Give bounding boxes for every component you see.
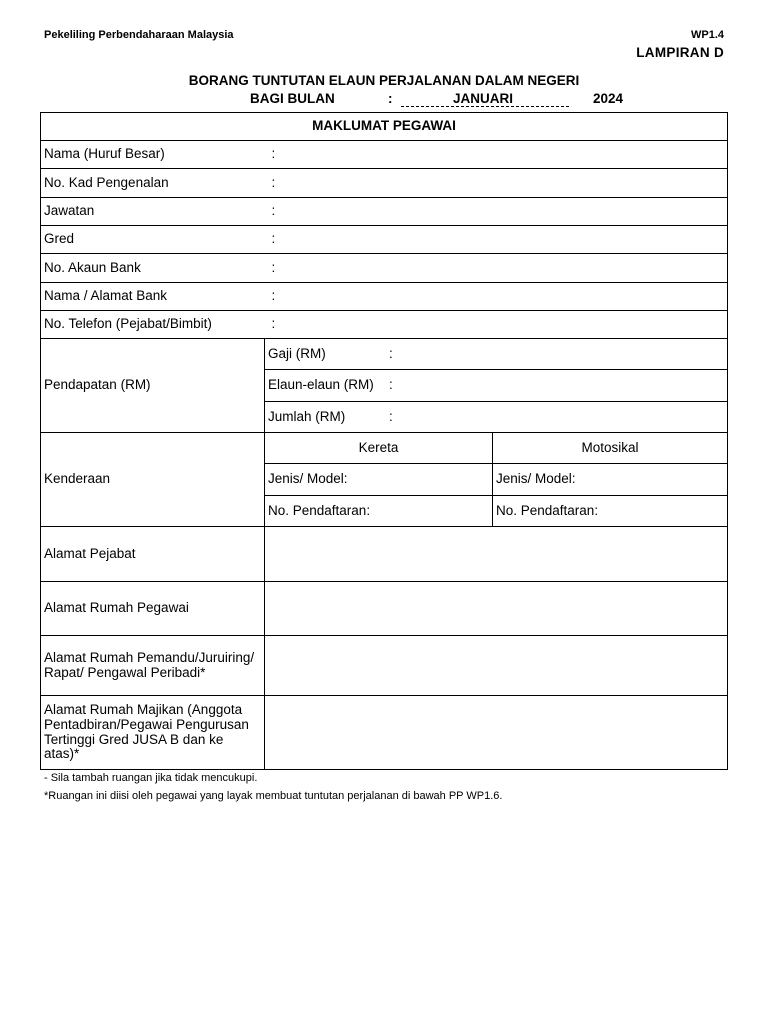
field-ic[interactable] (265, 169, 728, 198)
label-alamat-majikan: Alamat Rumah Majikan (Anggota Pentadbiran/Pegawai Pengurusan Tertinggi Gred JUSA B dan ke atas)* (41, 696, 265, 770)
field-gaji[interactable] (265, 339, 728, 370)
field-jumlah[interactable] (265, 402, 728, 433)
label-pendapatan: Pendapatan (RM) (41, 339, 265, 433)
header-motosikal: Motosikal (493, 433, 728, 464)
field-elaun[interactable] (265, 370, 728, 402)
label-gred: Gred (41, 226, 265, 254)
label-jumlah: Jumlah (RM) (268, 408, 346, 424)
field-akaun[interactable] (265, 254, 728, 283)
field-nama[interactable] (265, 141, 728, 169)
colon: : (271, 203, 276, 219)
field-gred[interactable] (265, 226, 728, 254)
note-add-space: - Sila tambah ruangan jika tidak mencukupi. (44, 772, 258, 784)
month-underline (401, 106, 569, 107)
label-alamat-pejabat: Alamat Pejabat (41, 527, 265, 582)
label-alamat-pemandu: Alamat Rumah Pemandu/Juruiring/ Rapat/ Pengawal Peribadi* (41, 636, 265, 696)
colon: : (271, 231, 276, 247)
year-value: 2024 (593, 91, 624, 106)
row-bank[interactable] (41, 283, 728, 311)
field-jawatan[interactable] (265, 198, 728, 226)
label-gaji: Gaji (RM) (268, 345, 326, 361)
row-nama[interactable] (41, 141, 728, 169)
field-kereta-no-daftar[interactable]: No. Pendaftaran: (265, 496, 493, 527)
row-akaun[interactable] (41, 254, 728, 283)
form-code: WP1.4 (690, 29, 724, 41)
month-value[interactable]: JANUARI (453, 91, 514, 106)
header-kereta: Kereta (265, 433, 493, 464)
label-nama: Nama (Huruf Besar) (41, 141, 265, 169)
row-gred[interactable] (41, 226, 728, 254)
field-motosikal-no-daftar[interactable]: No. Pendaftaran: (493, 496, 728, 527)
colon: : (271, 259, 276, 275)
form-title: BORANG TUNTUTAN ELAUN PERJALANAN DALAM NEGERI (188, 73, 580, 88)
row-telefon[interactable] (41, 311, 728, 339)
section-title: MAKLUMAT PEGAWAI (41, 113, 728, 141)
row-jawatan[interactable] (41, 198, 728, 226)
label-telefon: No. Telefon (Pejabat/Bimbit) (41, 311, 265, 339)
colon: : (389, 408, 393, 424)
label-ic: No. Kad Pengenalan (41, 169, 265, 198)
appendix-label: LAMPIRAN D (636, 45, 724, 60)
row-ic[interactable] (41, 169, 728, 198)
field-telefon[interactable] (265, 311, 728, 339)
field-alamat-pejabat[interactable] (265, 527, 728, 582)
label-elaun: Elaun-elaun (RM) (268, 377, 374, 393)
field-kereta-jenis[interactable]: Jenis/ Model: (265, 464, 493, 496)
field-alamat-rumah[interactable] (265, 582, 728, 636)
month-colon: : (388, 91, 393, 106)
colon: : (271, 316, 276, 332)
officer-info-table (40, 112, 728, 770)
colon: : (389, 377, 393, 393)
field-alamat-majikan[interactable] (265, 696, 728, 770)
label-jawatan: Jawatan (41, 198, 265, 226)
label-kenderaan: Kenderaan (41, 433, 265, 527)
field-bank[interactable] (265, 283, 728, 311)
note-eligibility: *Ruangan ini diisi oleh pegawai yang layak membuat tuntutan perjalanan di bawah PP WP1.6. (44, 790, 503, 802)
circular-name: Pekeliling Perbendaharaan Malaysia (44, 29, 234, 41)
month-label: BAGI BULAN (250, 91, 335, 106)
field-alamat-pemandu[interactable] (265, 636, 728, 696)
field-motosikal-jenis[interactable]: Jenis/ Model: (493, 464, 728, 496)
label-akaun: No. Akaun Bank (41, 254, 265, 283)
colon: : (389, 345, 393, 361)
colon: : (271, 146, 276, 162)
colon: : (271, 174, 276, 190)
label-bank: Nama / Alamat Bank (41, 283, 265, 311)
colon: : (271, 288, 276, 304)
label-alamat-rumah: Alamat Rumah Pegawai (41, 582, 265, 636)
